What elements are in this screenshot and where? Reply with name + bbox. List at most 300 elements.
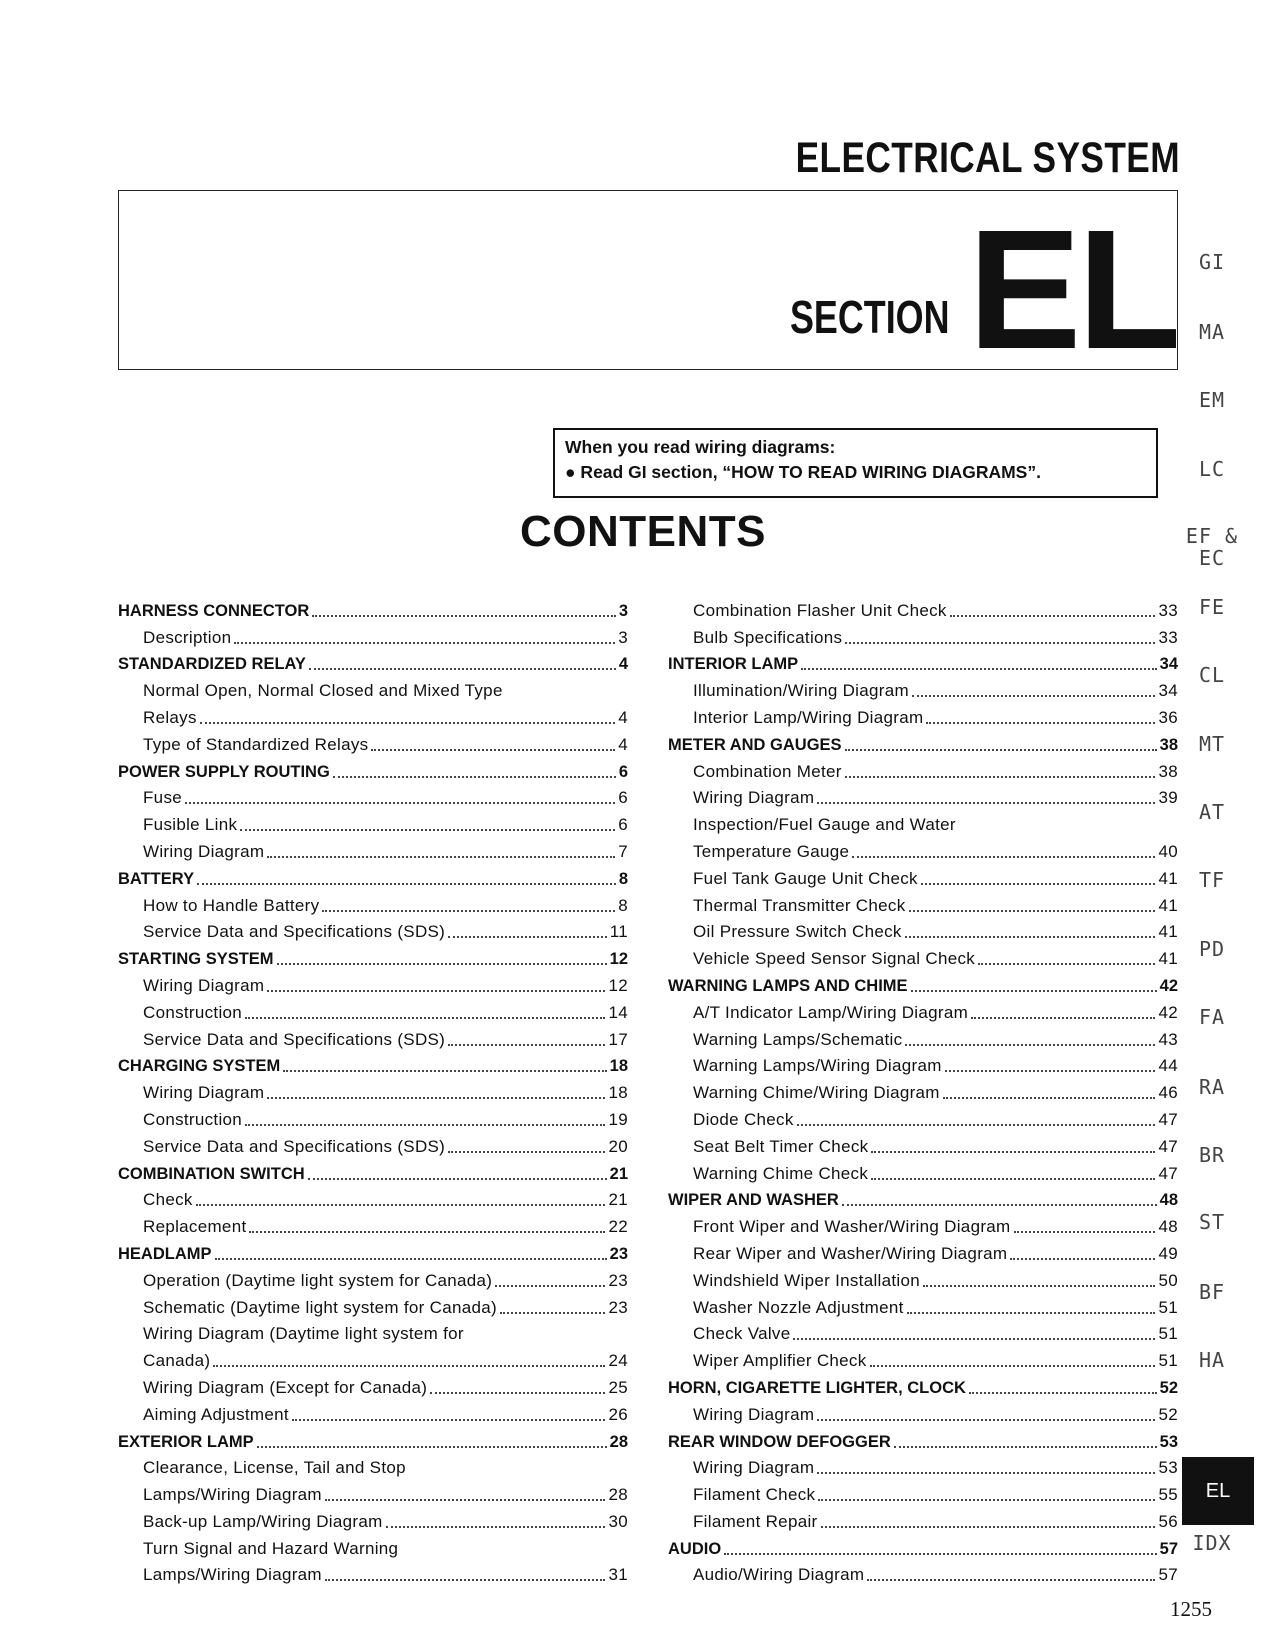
toc-entry[interactable] bbox=[118, 996, 628, 1023]
dot-leader bbox=[845, 749, 1157, 751]
toc-entry-title: Wiper Amplifier Check bbox=[693, 1351, 867, 1371]
toc-entry-title: Vehicle Speed Sensor Signal Check bbox=[693, 949, 976, 969]
dot-leader bbox=[277, 963, 607, 965]
toc-entry-title: Wiring Diagram bbox=[143, 1083, 265, 1103]
toc-entry-page: 43 bbox=[1158, 1029, 1178, 1049]
dot-leader bbox=[971, 1017, 1155, 1019]
dot-leader bbox=[185, 802, 615, 804]
toc-entry-page: 38 bbox=[1158, 761, 1178, 781]
toc-entry[interactable] bbox=[118, 1076, 628, 1103]
toc-entry[interactable] bbox=[118, 1344, 628, 1371]
wiring-note-box bbox=[553, 428, 1158, 498]
toc-entry-page: 56 bbox=[1158, 1511, 1178, 1531]
toc-entry-title: Inspection/Fuel Gauge and Water bbox=[693, 815, 956, 835]
toc-entry-page: 21 bbox=[609, 1164, 628, 1183]
dot-leader bbox=[978, 963, 1155, 965]
dot-leader bbox=[950, 615, 1156, 617]
dot-leader bbox=[309, 668, 616, 670]
toc-entry-page: 52 bbox=[1158, 1404, 1178, 1424]
toc-entry-title: Back-up Lamp/Wiring Diagram bbox=[143, 1511, 383, 1531]
toc-entry-title: Fuel Tank Gauge Unit Check bbox=[693, 868, 918, 888]
toc-entry-page: 51 bbox=[1158, 1351, 1178, 1371]
dot-leader bbox=[921, 883, 1156, 885]
dot-leader bbox=[905, 1044, 1155, 1046]
dot-leader bbox=[905, 936, 1156, 938]
dot-leader bbox=[308, 1178, 607, 1180]
toc-entry-page: 33 bbox=[1158, 627, 1178, 647]
dot-leader bbox=[245, 1017, 605, 1019]
toc-entry[interactable] bbox=[118, 1478, 628, 1505]
toc-entry-title: Schematic (Daytime light system for Canada) bbox=[143, 1297, 497, 1317]
toc-entry[interactable] bbox=[118, 1264, 628, 1291]
toc-entry-page: 47 bbox=[1158, 1109, 1178, 1129]
tab-br[interactable]: BR bbox=[1198, 1143, 1226, 1167]
toc-entry-page: 51 bbox=[1158, 1297, 1178, 1317]
toc-entry-page: 39 bbox=[1158, 788, 1178, 808]
toc-entry[interactable] bbox=[668, 1478, 1178, 1505]
toc-entry[interactable] bbox=[118, 1318, 628, 1345]
toc-entry-page: 4 bbox=[618, 734, 628, 754]
toc-entry-page: 26 bbox=[608, 1404, 628, 1424]
dot-leader bbox=[234, 642, 615, 644]
toc-section-entry[interactable] bbox=[118, 1237, 628, 1264]
toc-entry-title: CHARGING SYSTEM bbox=[118, 1057, 281, 1076]
toc-entry-page: 34 bbox=[1159, 655, 1178, 674]
dot-leader bbox=[196, 1204, 606, 1206]
toc-entry[interactable] bbox=[668, 621, 1178, 648]
toc-entry-page: 22 bbox=[608, 1217, 628, 1237]
toc-entry[interactable] bbox=[668, 674, 1178, 701]
dot-leader bbox=[500, 1312, 606, 1314]
toc-entry-title: Temperature Gauge bbox=[693, 841, 850, 861]
toc-entry-page: 19 bbox=[608, 1109, 628, 1129]
toc-entry[interactable] bbox=[668, 1291, 1178, 1318]
tab-ma[interactable]: MA bbox=[1198, 320, 1226, 344]
dot-leader bbox=[240, 829, 615, 831]
toc-entry-title: Combination Flasher Unit Check bbox=[693, 600, 947, 620]
toc-entry[interactable] bbox=[668, 862, 1178, 889]
toc-entry-page: 18 bbox=[609, 1057, 628, 1076]
toc-entry-title: Construction bbox=[143, 1002, 243, 1022]
toc-entry-title: A/T Indicator Lamp/Wiring Diagram bbox=[693, 1002, 969, 1022]
toc-section-entry[interactable] bbox=[668, 1184, 1178, 1211]
tab-em[interactable]: EM bbox=[1198, 388, 1226, 412]
dot-leader bbox=[249, 1231, 605, 1233]
toc-entry[interactable] bbox=[118, 1130, 628, 1157]
dot-leader bbox=[724, 1553, 1156, 1555]
toc-entry-title: WARNING LAMPS AND CHIME bbox=[668, 976, 908, 995]
toc-entry[interactable] bbox=[118, 1452, 628, 1479]
toc-entry[interactable] bbox=[668, 996, 1178, 1023]
dot-leader bbox=[870, 1365, 1156, 1367]
contents-heading: CONTENTS bbox=[520, 507, 766, 556]
toc-entry[interactable] bbox=[668, 1237, 1178, 1264]
dot-leader bbox=[245, 1124, 605, 1126]
toc-entry-title: Warning Chime Check bbox=[693, 1163, 869, 1183]
toc-entry[interactable] bbox=[668, 942, 1178, 969]
toc-entry-title: Service Data and Specifications (SDS) bbox=[143, 1029, 446, 1049]
tab-idx[interactable]: IDX bbox=[1192, 1531, 1232, 1555]
tab-ha[interactable]: HA bbox=[1198, 1348, 1226, 1372]
toc-entry-title: Construction bbox=[143, 1109, 243, 1129]
toc-entry-title: Wiring Diagram bbox=[143, 975, 265, 995]
toc-entry-title: STANDARDIZED RELAY bbox=[118, 655, 306, 674]
dot-leader bbox=[793, 1338, 1155, 1340]
dot-leader bbox=[945, 1070, 1156, 1072]
toc-entry[interactable] bbox=[668, 1398, 1178, 1425]
dot-leader bbox=[867, 1579, 1155, 1581]
toc-entry-title: How to Handle Battery bbox=[143, 895, 320, 915]
toc-entry-title: Turn Signal and Hazard Warning bbox=[143, 1538, 399, 1558]
dot-leader bbox=[325, 1579, 606, 1581]
toc-entry-title: Warning Lamps/Schematic bbox=[693, 1029, 903, 1049]
dot-leader bbox=[283, 1070, 606, 1072]
toc-section-entry[interactable] bbox=[118, 1157, 628, 1184]
toc-entry[interactable] bbox=[118, 701, 628, 728]
toc-entry-page: 42 bbox=[1158, 1002, 1178, 1022]
dot-leader bbox=[333, 776, 616, 778]
dot-leader bbox=[969, 1392, 1157, 1394]
toc-entry-title: Front Wiper and Washer/Wiring Diagram bbox=[693, 1217, 1011, 1237]
toc-entry-title: Filament Check bbox=[693, 1485, 816, 1505]
dot-leader bbox=[325, 1499, 606, 1501]
toc-entry-page: 23 bbox=[608, 1270, 628, 1290]
toc-section-entry[interactable] bbox=[668, 648, 1178, 675]
toc-entry-page: 12 bbox=[608, 975, 628, 995]
toc-entry-page: 31 bbox=[608, 1565, 628, 1585]
toc-entry-title: Description bbox=[143, 627, 232, 647]
toc-entry-page: 30 bbox=[608, 1511, 628, 1531]
toc-entry-title: Service Data and Specifications (SDS) bbox=[143, 922, 446, 942]
dot-leader bbox=[197, 883, 616, 885]
toc-entry-page: 25 bbox=[608, 1377, 628, 1397]
toc-entry[interactable] bbox=[668, 808, 1178, 835]
toc-entry-page: 51 bbox=[1158, 1324, 1178, 1344]
toc-entry[interactable] bbox=[118, 1184, 628, 1211]
toc-entry[interactable] bbox=[668, 1050, 1178, 1077]
toc-entry[interactable] bbox=[668, 1264, 1178, 1291]
toc-entry-title: Clearance, License, Tail and Stop bbox=[143, 1458, 406, 1478]
toc-entry-title: Check bbox=[143, 1190, 193, 1210]
tab-el-active[interactable]: EL bbox=[1182, 1457, 1254, 1525]
toc-entry[interactable] bbox=[668, 1210, 1178, 1237]
section-code: EL bbox=[968, 195, 1178, 385]
toc-entry-page: 14 bbox=[608, 1002, 628, 1022]
section-label: SECTION bbox=[790, 291, 950, 343]
tab-gi[interactable]: GI bbox=[1198, 250, 1226, 274]
toc-entry-page: 11 bbox=[609, 922, 628, 942]
toc-entry-page: 38 bbox=[1159, 735, 1178, 754]
tab-tf[interactable]: TF bbox=[1198, 868, 1226, 892]
toc-entry-title: Audio/Wiring Diagram bbox=[693, 1565, 865, 1585]
dot-leader bbox=[909, 910, 1156, 912]
toc-section-entry[interactable] bbox=[668, 728, 1178, 755]
toc-right-column bbox=[668, 594, 1178, 1585]
toc-entry[interactable] bbox=[668, 1559, 1178, 1586]
dot-leader bbox=[200, 722, 615, 724]
dot-leader bbox=[495, 1285, 605, 1287]
toc-entry[interactable] bbox=[118, 1559, 628, 1586]
toc-entry[interactable] bbox=[668, 1505, 1178, 1532]
toc-entry-page: 28 bbox=[609, 1432, 628, 1451]
toc-entry[interactable] bbox=[118, 1103, 628, 1130]
toc-entry-title: Operation (Daytime light system for Canada) bbox=[143, 1270, 493, 1290]
toc-entry-page: 4 bbox=[618, 655, 628, 674]
toc-entry-page: 55 bbox=[1158, 1485, 1178, 1505]
toc-entry-title: Rear Wiper and Washer/Wiring Diagram bbox=[693, 1243, 1008, 1263]
toc-entry-page: 6 bbox=[618, 788, 628, 808]
toc-entry-title: Replacement bbox=[143, 1217, 247, 1237]
toc-entry-title: Oil Pressure Switch Check bbox=[693, 922, 902, 942]
toc-entry[interactable] bbox=[668, 1023, 1178, 1050]
dot-leader bbox=[430, 1392, 605, 1394]
toc-entry-title: Diode Check bbox=[693, 1109, 794, 1129]
tab-cl[interactable]: CL bbox=[1198, 663, 1226, 687]
dot-leader bbox=[871, 1151, 1155, 1153]
toc-entry-page: 49 bbox=[1158, 1243, 1178, 1263]
toc-entry-title: Combination Meter bbox=[693, 761, 842, 781]
toc-section-entry[interactable] bbox=[668, 969, 1178, 996]
toc-entry[interactable] bbox=[118, 969, 628, 996]
toc-entry-title: Check Valve bbox=[693, 1324, 791, 1344]
dot-leader bbox=[817, 1419, 1155, 1421]
dot-leader bbox=[213, 1365, 605, 1367]
toc-entry-title: Aiming Adjustment bbox=[143, 1404, 289, 1424]
toc-entry-title: STARTING SYSTEM bbox=[118, 950, 274, 969]
toc-entry[interactable] bbox=[668, 782, 1178, 809]
toc-entry-page: 53 bbox=[1159, 1432, 1178, 1451]
toc-entry-title: Illumination/Wiring Diagram bbox=[693, 681, 909, 701]
dot-leader bbox=[1014, 1231, 1156, 1233]
tab-at[interactable]: AT bbox=[1198, 800, 1226, 824]
toc-entry-page: 21 bbox=[608, 1190, 628, 1210]
tab-st[interactable]: ST bbox=[1198, 1210, 1226, 1234]
toc-entry-title: Wiring Diagram bbox=[143, 841, 265, 861]
toc-entry[interactable] bbox=[118, 1532, 628, 1559]
toc-entry[interactable] bbox=[118, 1291, 628, 1318]
toc-entry-page: 44 bbox=[1158, 1056, 1178, 1076]
toc-entry-page: 34 bbox=[1158, 681, 1178, 701]
dot-leader bbox=[267, 990, 605, 992]
toc-entry[interactable] bbox=[668, 1452, 1178, 1479]
tab-lc[interactable]: LC bbox=[1198, 457, 1226, 481]
toc-entry-title: HARNESS CONNECTOR bbox=[118, 601, 310, 620]
toc-entry-title: REAR WINDOW DEFOGGER bbox=[668, 1432, 891, 1451]
toc-entry-page: 3 bbox=[618, 627, 628, 647]
dot-leader bbox=[448, 1151, 605, 1153]
toc-entry-title: METER AND GAUGES bbox=[668, 735, 842, 754]
dot-leader bbox=[386, 1526, 606, 1528]
section-title: ELECTRICAL SYSTEM bbox=[795, 134, 1180, 182]
page-number: 1255 bbox=[1170, 1597, 1212, 1621]
toc-entry-page: 50 bbox=[1158, 1270, 1178, 1290]
toc-entry[interactable] bbox=[668, 889, 1178, 916]
toc-entry[interactable] bbox=[118, 1210, 628, 1237]
toc-entry-title: HEADLAMP bbox=[118, 1244, 212, 1263]
dot-leader bbox=[923, 1285, 1156, 1287]
wiring-note-line2: ● Read GI section, “HOW TO READ WIRING DIAGRAMS”. bbox=[565, 462, 1041, 482]
toc-entry-page: 8 bbox=[618, 895, 628, 915]
dot-leader bbox=[801, 668, 1156, 670]
toc-entry-page: 23 bbox=[609, 1244, 628, 1263]
toc-entry-title: Wiring Diagram bbox=[693, 1404, 815, 1424]
toc-entry[interactable] bbox=[668, 594, 1178, 621]
toc-entry-page: 41 bbox=[1158, 949, 1178, 969]
dot-leader bbox=[267, 856, 615, 858]
toc-entry[interactable] bbox=[118, 621, 628, 648]
toc-entry-title: Relays bbox=[143, 707, 197, 727]
dot-leader bbox=[845, 642, 1155, 644]
dot-leader bbox=[912, 695, 1156, 697]
toc-entry-page: 6 bbox=[618, 815, 628, 835]
toc-entry[interactable] bbox=[668, 916, 1178, 943]
toc-entry-page: 36 bbox=[1158, 707, 1178, 727]
toc-entry[interactable] bbox=[668, 701, 1178, 728]
toc-entry-page: 42 bbox=[1159, 976, 1178, 995]
toc-entry-title: Lamps/Wiring Diagram bbox=[143, 1565, 322, 1585]
toc-entry[interactable] bbox=[118, 889, 628, 916]
toc-entry-page: 53 bbox=[1158, 1458, 1178, 1478]
toc-entry-title: Service Data and Specifications (SDS) bbox=[143, 1136, 446, 1156]
toc-entry-page: 8 bbox=[618, 869, 628, 888]
toc-entry-page: 7 bbox=[618, 841, 628, 861]
toc-entry[interactable] bbox=[668, 1130, 1178, 1157]
toc-entry[interactable] bbox=[668, 835, 1178, 862]
toc-entry[interactable] bbox=[118, 1371, 628, 1398]
toc-entry[interactable] bbox=[118, 1398, 628, 1425]
toc-entry-page: 41 bbox=[1158, 895, 1178, 915]
toc-entry[interactable] bbox=[118, 728, 628, 755]
toc-entry-title: Seat Belt Timer Check bbox=[693, 1136, 869, 1156]
toc-entry[interactable] bbox=[118, 835, 628, 862]
toc-entry[interactable] bbox=[118, 1023, 628, 1050]
toc-entry[interactable] bbox=[118, 808, 628, 835]
toc-entry[interactable] bbox=[668, 1157, 1178, 1184]
wiring-note-line1: When you read wiring diagrams: bbox=[565, 437, 836, 457]
tab-fe[interactable]: FE bbox=[1198, 595, 1226, 619]
tab-pd[interactable]: PD bbox=[1198, 937, 1226, 961]
tab-fa[interactable]: FA bbox=[1198, 1005, 1226, 1029]
toc-entry[interactable] bbox=[668, 755, 1178, 782]
toc-entry-page: 41 bbox=[1158, 922, 1178, 942]
toc-entry-title: EXTERIOR LAMP bbox=[118, 1432, 254, 1451]
toc-entry-title: Fusible Link bbox=[143, 815, 238, 835]
dot-leader bbox=[448, 1044, 605, 1046]
toc-entry-title: BATTERY bbox=[118, 869, 195, 888]
toc-section-entry[interactable] bbox=[118, 862, 628, 889]
dot-leader bbox=[943, 1097, 1156, 1099]
toc-section-entry[interactable] bbox=[118, 594, 628, 621]
dot-leader bbox=[821, 1526, 1156, 1528]
toc-entry-page: 46 bbox=[1158, 1083, 1178, 1103]
toc-entry[interactable] bbox=[668, 1076, 1178, 1103]
toc-entry-page: 57 bbox=[1159, 1539, 1178, 1558]
dot-leader bbox=[818, 1499, 1155, 1501]
toc-entry-page: 48 bbox=[1159, 1191, 1178, 1210]
dot-leader bbox=[871, 1178, 1155, 1180]
toc-entry[interactable] bbox=[118, 1505, 628, 1532]
dot-leader bbox=[257, 1446, 607, 1448]
toc-section-entry[interactable] bbox=[118, 648, 628, 675]
toc-entry-title: AUDIO bbox=[668, 1539, 722, 1558]
toc-entry[interactable] bbox=[668, 1344, 1178, 1371]
toc-entry-title: Thermal Transmitter Check bbox=[693, 895, 906, 915]
toc-entry-page: 47 bbox=[1158, 1163, 1178, 1183]
dot-leader bbox=[292, 1419, 606, 1421]
toc-entry[interactable] bbox=[118, 782, 628, 809]
toc-entry-title: Canada) bbox=[143, 1351, 211, 1371]
toc-entry-page: 40 bbox=[1158, 841, 1178, 861]
toc-section-entry[interactable] bbox=[118, 755, 628, 782]
toc-section-entry[interactable] bbox=[668, 1425, 1178, 1452]
toc-section-entry[interactable] bbox=[118, 1425, 628, 1452]
toc-section-entry[interactable] bbox=[118, 1050, 628, 1077]
dot-leader bbox=[842, 1204, 1157, 1206]
toc-entry-title: Filament Repair bbox=[693, 1511, 818, 1531]
toc-entry-page: 18 bbox=[608, 1083, 628, 1103]
toc-entry-page: 47 bbox=[1158, 1136, 1178, 1156]
toc-entry-title: Fuse bbox=[143, 788, 182, 808]
toc-entry-page: 52 bbox=[1159, 1378, 1178, 1397]
dot-leader bbox=[371, 749, 615, 751]
toc-entry-page: 3 bbox=[618, 601, 628, 620]
toc-entry-page: 20 bbox=[608, 1136, 628, 1156]
dot-leader bbox=[215, 1258, 607, 1260]
dot-leader bbox=[1010, 1258, 1155, 1260]
toc-entry-page: 24 bbox=[608, 1351, 628, 1371]
toc-entry-page: 23 bbox=[608, 1297, 628, 1317]
toc-entry-page: 48 bbox=[1158, 1217, 1178, 1237]
dot-leader bbox=[911, 990, 1157, 992]
toc-entry-title: WIPER AND WASHER bbox=[668, 1191, 839, 1210]
toc-entry-page: 4 bbox=[618, 707, 628, 727]
toc-entry-title: Wiring Diagram (Except for Canada) bbox=[143, 1377, 428, 1397]
dot-leader bbox=[907, 1312, 1156, 1314]
toc-entry-title: INTERIOR LAMP bbox=[668, 655, 799, 674]
toc-entry-title: Type of Standardized Relays bbox=[143, 734, 369, 754]
toc-entry-title: Warning Chime/Wiring Diagram bbox=[693, 1083, 940, 1103]
toc-entry-title: Wiring Diagram bbox=[693, 1458, 815, 1478]
toc-section-entry[interactable] bbox=[118, 942, 628, 969]
tab-ra[interactable]: RA bbox=[1198, 1075, 1226, 1099]
toc-entry-page: 33 bbox=[1158, 600, 1178, 620]
toc-entry-page: 12 bbox=[609, 950, 628, 969]
toc-entry[interactable] bbox=[668, 1318, 1178, 1345]
dot-leader bbox=[322, 910, 615, 912]
dot-leader bbox=[448, 936, 607, 938]
toc-entry-page: 57 bbox=[1158, 1565, 1178, 1585]
toc-entry-page: 17 bbox=[608, 1029, 628, 1049]
dot-leader bbox=[852, 856, 1155, 858]
toc-entry-title: Windshield Wiper Installation bbox=[693, 1270, 920, 1290]
tab-bf[interactable]: BF bbox=[1198, 1280, 1226, 1304]
dot-leader bbox=[797, 1124, 1156, 1126]
toc-left-column bbox=[118, 594, 628, 1585]
toc-entry[interactable] bbox=[118, 916, 628, 943]
toc-entry-title: POWER SUPPLY ROUTING bbox=[118, 762, 330, 781]
toc-entry[interactable] bbox=[668, 1103, 1178, 1130]
toc-entry-title: Interior Lamp/Wiring Diagram bbox=[693, 707, 924, 727]
toc-entry-title: COMBINATION SWITCH bbox=[118, 1164, 305, 1183]
tab-mt[interactable]: MT bbox=[1198, 732, 1226, 756]
dot-leader bbox=[845, 776, 1156, 778]
toc-section-entry[interactable] bbox=[668, 1371, 1178, 1398]
dot-leader bbox=[817, 1472, 1155, 1474]
dot-leader bbox=[312, 615, 616, 617]
tab-ef-ec[interactable]: EF & EC bbox=[1185, 524, 1239, 570]
toc-entry[interactable] bbox=[118, 674, 628, 701]
toc-section-entry[interactable] bbox=[668, 1532, 1178, 1559]
